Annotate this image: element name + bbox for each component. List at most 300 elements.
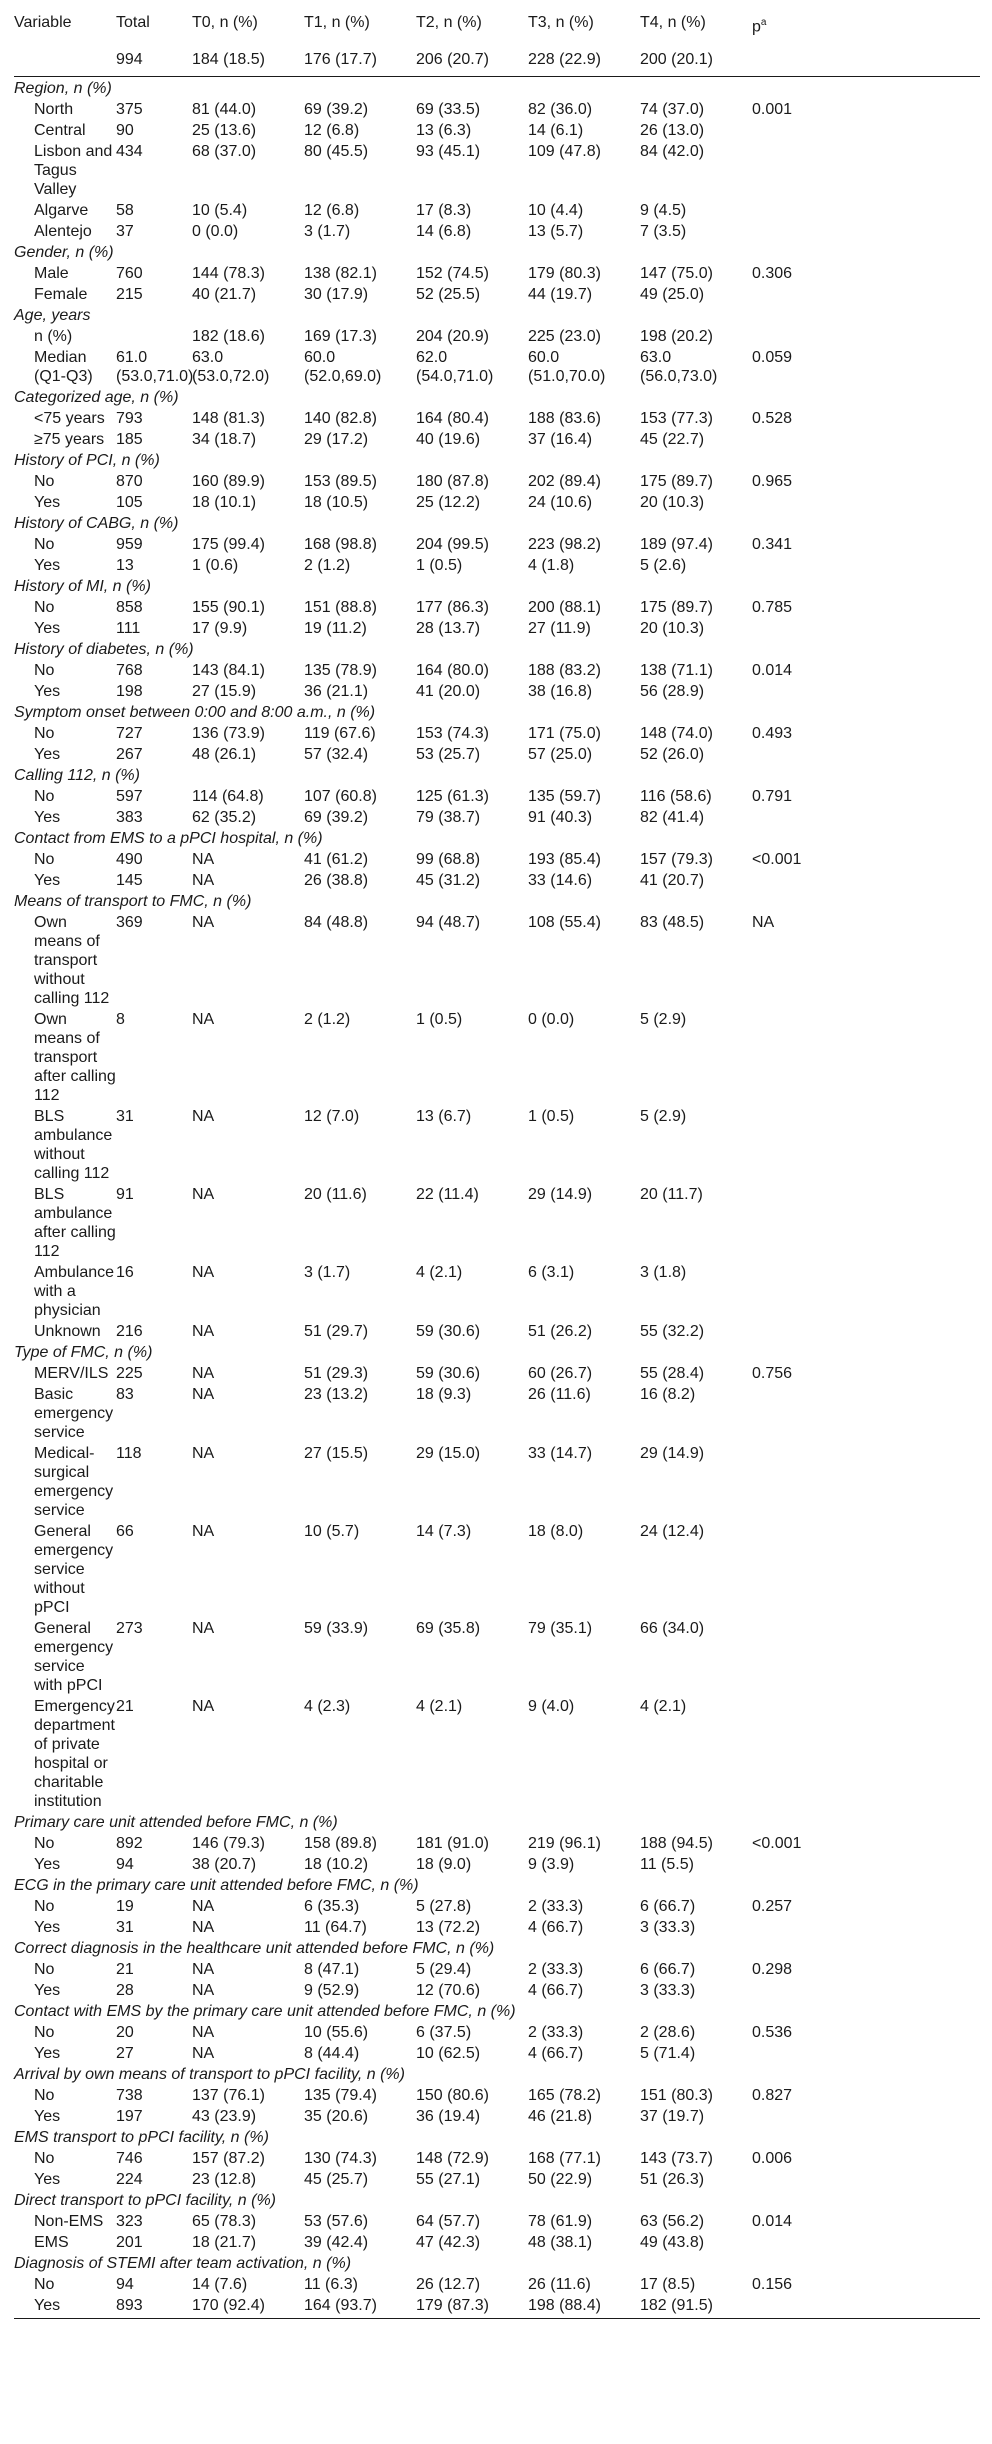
table-cell: 793 xyxy=(116,410,143,427)
table-cell: 5 (71.4) xyxy=(640,2045,696,2062)
section-title: History of CABG, n (%) xyxy=(14,515,179,532)
table-cell: NA xyxy=(192,1365,215,1382)
table-cell: 323 xyxy=(116,2213,143,2230)
table-cell: 53 (25.7) xyxy=(416,746,481,763)
table-cell: 36 (21.1) xyxy=(304,683,369,700)
col-header-p xyxy=(752,6,980,43)
row-label: Yes xyxy=(34,2045,61,2062)
table-cell: 12 (6.8) xyxy=(304,122,360,139)
table-cell: 83 (48.5) xyxy=(640,914,705,931)
table-cell xyxy=(752,2168,980,2189)
table-cell: 147 (75.0) xyxy=(640,265,713,282)
table-cell: 25 (12.2) xyxy=(416,494,481,511)
table-cell: NA xyxy=(192,2024,215,2041)
table-cell: 52 (26.0) xyxy=(640,746,705,763)
table-row xyxy=(14,1008,980,1105)
section-title: History of PCI, n (%) xyxy=(14,452,160,469)
table-cell: NA xyxy=(192,1620,215,1637)
table-cell: 31 xyxy=(116,1108,134,1125)
table-cell: 148 (72.9) xyxy=(416,2150,489,2167)
table-cell: 26 (11.6) xyxy=(528,2276,591,2293)
table-row xyxy=(14,283,980,304)
table-cell: 0.791 xyxy=(752,788,793,805)
table-cell xyxy=(752,119,980,140)
table-cell: 105 xyxy=(116,494,143,511)
table-cell: 109 (47.8) xyxy=(528,143,601,160)
table-cell xyxy=(752,491,980,512)
table-cell: 11 (5.5) xyxy=(640,1856,694,1873)
table-row xyxy=(14,1520,980,1617)
totals-row xyxy=(14,43,980,77)
table-cell: 135 (59.7) xyxy=(528,788,601,805)
row-label: BLS ambulance after calling 112 xyxy=(34,1186,116,1260)
table-cell xyxy=(116,325,192,346)
section-title: History of diabetes, n (%) xyxy=(14,641,194,658)
table-cell: 27 (15.9) xyxy=(192,683,257,700)
table-cell: 29 (15.0) xyxy=(416,1445,481,1462)
row-label: Own means of transport without calling 112 xyxy=(34,914,110,1007)
table-cell: 41 (61.2) xyxy=(304,851,369,868)
table-cell: NA xyxy=(192,1386,215,1403)
table-cell: 59 (30.6) xyxy=(416,1323,481,1340)
table-cell: 45 (22.7) xyxy=(640,431,705,448)
table-cell: 60.0 (51.0,70.0) xyxy=(528,349,606,385)
table-cell: 0.306 xyxy=(752,265,793,282)
table-cell: 40 (21.7) xyxy=(192,286,257,303)
table-cell: 47 (42.3) xyxy=(416,2234,481,2251)
table-cell: 8 (44.4) xyxy=(304,2045,360,2062)
table-cell: 223 (98.2) xyxy=(528,536,601,553)
table-cell: 69 (39.2) xyxy=(304,101,369,118)
section-header-row xyxy=(14,449,980,470)
row-label: MERV/ILS xyxy=(34,1365,109,1382)
table-cell: 125 (61.3) xyxy=(416,788,489,805)
table-cell: 81 (44.0) xyxy=(192,101,257,118)
table-cell: 727 xyxy=(116,725,143,742)
table-row xyxy=(14,1183,980,1261)
total-cell xyxy=(14,43,116,77)
table-cell: 29 (17.2) xyxy=(304,431,369,448)
table-row xyxy=(14,596,980,617)
table-cell: 197 xyxy=(116,2108,143,2125)
table-cell: 51 (29.3) xyxy=(304,1365,369,1382)
table-cell: 893 xyxy=(116,2294,192,2319)
table-body xyxy=(14,77,980,2319)
section-title: EMS transport to pPCI facility, n (%) xyxy=(14,2129,269,2146)
row-label: North xyxy=(34,101,74,118)
table-cell: 56 (28.9) xyxy=(640,683,705,700)
section-title: Age, years xyxy=(14,307,91,324)
section-title: ECG in the primary care unit attended before FMC, n (%) xyxy=(14,1877,419,1894)
table-cell: 64 (57.7) xyxy=(416,2213,481,2230)
table-cell: 14 (6.1) xyxy=(528,122,584,139)
table-cell: 0 (0.0) xyxy=(192,223,239,240)
table-cell: 79 (38.7) xyxy=(416,809,481,826)
table-cell: 2 (1.2) xyxy=(304,557,351,574)
table-cell: 175 (99.4) xyxy=(192,536,265,553)
table-cell xyxy=(752,1916,980,1937)
table-row xyxy=(14,2105,980,2126)
table-cell: 14 (7.3) xyxy=(416,1523,472,1540)
table-cell: 170 (92.4) xyxy=(192,2294,304,2319)
table-cell: 144 (78.3) xyxy=(192,265,265,282)
table-cell: 4 (66.7) xyxy=(528,2045,584,2062)
table-cell: 11 (6.3) xyxy=(304,2276,358,2293)
table-cell: 746 xyxy=(116,2150,143,2167)
col-header-total: Total xyxy=(116,14,150,31)
table-row xyxy=(14,1979,980,2000)
table-cell: NA xyxy=(192,872,215,889)
row-label: No xyxy=(34,2276,55,2293)
row-label: Yes xyxy=(34,746,61,763)
table-cell: 10 (5.7) xyxy=(304,1523,360,1540)
row-label: No xyxy=(34,725,55,742)
row-label: No xyxy=(34,2024,55,2041)
table-row xyxy=(14,98,980,119)
total-cell: 206 (20.7) xyxy=(416,43,528,77)
section-title: Calling 112, n (%) xyxy=(14,767,140,784)
table-cell: 45 (31.2) xyxy=(416,872,481,889)
table-cell: 768 xyxy=(116,662,143,679)
table-cell: 219 (96.1) xyxy=(528,1835,601,1852)
table-cell: 57 (25.0) xyxy=(528,746,593,763)
table-cell: 0.006 xyxy=(752,2150,793,2167)
table-cell: 51 (29.7) xyxy=(304,1323,369,1340)
row-label: Lisbon and Tagus Valley xyxy=(34,143,113,198)
table-cell: 29 (14.9) xyxy=(528,1186,593,1203)
row-label: Alentejo xyxy=(34,223,92,240)
row-label: No xyxy=(34,2087,55,2104)
table-cell xyxy=(752,1617,980,1695)
table-row xyxy=(14,199,980,220)
table-cell: NA xyxy=(192,1982,215,1999)
table-cell: 3 (1.7) xyxy=(304,223,351,240)
table-cell: 26 (13.0) xyxy=(640,122,705,139)
table-cell: 11 (64.7) xyxy=(304,1919,367,1936)
row-label: General emergency service with pPCI xyxy=(34,1620,114,1694)
table-cell: 267 xyxy=(116,746,143,763)
table-row xyxy=(14,2147,980,2168)
table-cell: 14 (7.6) xyxy=(192,2276,248,2293)
section-title: Region, n (%) xyxy=(14,80,112,97)
table-cell: 34 (18.7) xyxy=(192,431,257,448)
total-cell: 200 (20.1) xyxy=(640,43,752,77)
table-row xyxy=(14,140,980,199)
table-cell: 959 xyxy=(116,536,143,553)
table-cell: 13 (6.7) xyxy=(416,1108,472,1125)
section-header-row xyxy=(14,764,980,785)
table-cell: 138 (82.1) xyxy=(304,265,377,282)
table-cell xyxy=(752,2231,980,2252)
table-cell: 35 (20.6) xyxy=(304,2108,369,2125)
table-cell: 93 (45.1) xyxy=(416,143,481,160)
row-label: Yes xyxy=(34,683,61,700)
table-cell: 69 (39.2) xyxy=(304,809,369,826)
table-row xyxy=(14,869,980,890)
table-cell: 45 (25.7) xyxy=(304,2171,369,2188)
table-row xyxy=(14,722,980,743)
table-cell: 179 (87.3) xyxy=(416,2294,528,2319)
table-cell: 216 xyxy=(116,1323,143,1340)
table-cell: 3 (1.8) xyxy=(640,1264,687,1281)
table-cell: 22 (11.4) xyxy=(416,1186,479,1203)
row-label: n (%) xyxy=(34,328,73,345)
table-cell: 150 (80.6) xyxy=(416,2087,489,2104)
table-cell: 157 (79.3) xyxy=(640,851,713,868)
table-cell: 6 (3.1) xyxy=(528,1264,575,1281)
table-cell: 94 (48.7) xyxy=(416,914,481,931)
section-title: Direct transport to pPCI facility, n (%) xyxy=(14,2192,276,2209)
table-row xyxy=(14,325,980,346)
section-header-row xyxy=(14,1811,980,1832)
table-cell: 490 xyxy=(116,851,143,868)
table-cell: 23 (12.8) xyxy=(192,2171,257,2188)
table-cell: 119 (67.6) xyxy=(304,725,376,742)
table-cell: 4 (2.3) xyxy=(304,1698,351,1715)
table-cell: 215 xyxy=(116,286,143,303)
table-cell xyxy=(752,199,980,220)
table-cell: 26 (38.8) xyxy=(304,872,369,889)
table-cell: NA xyxy=(192,1698,215,1715)
table-cell: 1 (0.5) xyxy=(416,557,463,574)
section-title: Diagnosis of STEMI after team activation, n (%) xyxy=(14,2255,352,2272)
table-cell: 69 (33.5) xyxy=(416,101,481,118)
table-cell: 19 xyxy=(116,1898,134,1915)
table-cell: 107 (60.8) xyxy=(304,788,377,805)
table-cell: 148 (81.3) xyxy=(192,410,265,427)
table-cell: 41 (20.7) xyxy=(640,872,705,889)
table-cell xyxy=(752,617,980,638)
row-label: No xyxy=(34,473,55,490)
table-cell: 188 (83.2) xyxy=(528,662,601,679)
table-cell xyxy=(752,1442,980,1520)
section-title: Arrival by own means of transport to pPCI facility, n (%) xyxy=(14,2066,405,2083)
table-cell: 13 (5.7) xyxy=(528,223,584,240)
table-cell: 169 (17.3) xyxy=(304,328,377,345)
table-cell: 57 (32.4) xyxy=(304,746,369,763)
table-cell: 3 (33.3) xyxy=(640,1982,696,1999)
row-label: No xyxy=(34,851,55,868)
table-cell: 111 xyxy=(116,620,141,637)
characteristics-table xyxy=(14,6,980,2319)
row-label: Yes xyxy=(34,494,61,511)
row-label: EMS xyxy=(34,2234,69,2251)
table-cell: 59 (30.6) xyxy=(416,1365,481,1382)
table-cell: 58 xyxy=(116,202,134,219)
table-cell: 18 (10.5) xyxy=(304,494,369,511)
table-cell: 145 xyxy=(116,872,143,889)
table-cell xyxy=(752,869,980,890)
table-cell: NA xyxy=(192,1523,215,1540)
header-row xyxy=(14,6,980,43)
table-cell: 18 (9.3) xyxy=(416,1386,472,1403)
table-cell: 760 xyxy=(116,265,143,282)
section-header-row xyxy=(14,2000,980,2021)
table-cell: 0.257 xyxy=(752,1898,793,1915)
table-cell: 27 xyxy=(116,2045,134,2062)
table-cell: 62 (35.2) xyxy=(192,809,257,826)
table-row xyxy=(14,680,980,701)
table-cell: 12 (7.0) xyxy=(304,1108,360,1125)
table-cell xyxy=(752,283,980,304)
section-title: Symptom onset between 0:00 and 8:00 a.m., n (%) xyxy=(14,704,376,721)
row-label: Unknown xyxy=(34,1323,101,1340)
table-cell: 63.0 (53.0,72.0) xyxy=(192,349,270,385)
table-cell: 27 (11.9) xyxy=(528,620,591,637)
table-cell: 49 (43.8) xyxy=(640,2234,705,2251)
table-cell: 49 (25.0) xyxy=(640,286,705,303)
table-cell: 153 (74.3) xyxy=(416,725,489,742)
table-cell: 20 xyxy=(116,2024,134,2041)
table-cell: 18 (8.0) xyxy=(528,1523,584,1540)
table-cell: 146 (79.3) xyxy=(192,1835,265,1852)
table-row xyxy=(14,262,980,283)
table-cell: 18 (10.1) xyxy=(192,494,257,511)
table-cell: 65 (78.3) xyxy=(192,2213,257,2230)
table-cell xyxy=(752,2294,980,2319)
row-label: Yes xyxy=(34,2108,61,2125)
p-superscript: a xyxy=(760,17,767,28)
table-cell: 200 (88.1) xyxy=(528,599,601,616)
table-cell: 1 (0.6) xyxy=(192,557,239,574)
row-label: Non-EMS xyxy=(34,2213,104,2230)
table-cell: 38 (20.7) xyxy=(192,1856,257,1873)
table-cell: 225 xyxy=(116,1365,143,1382)
row-label: Basic emergency service xyxy=(34,1386,114,1441)
table-cell: 892 xyxy=(116,1835,143,1852)
table-cell: 2 (33.3) xyxy=(528,2024,584,2041)
table-row xyxy=(14,1853,980,1874)
table-cell: NA xyxy=(192,1323,215,1340)
table-cell: NA xyxy=(192,851,215,868)
table-cell: 130 (74.3) xyxy=(304,2150,377,2167)
table-row xyxy=(14,428,980,449)
section-header-row xyxy=(14,827,980,848)
table-cell: 204 (99.5) xyxy=(416,536,489,553)
table-cell: 26 (12.7) xyxy=(416,2276,481,2293)
table-cell: 55 (32.2) xyxy=(640,1323,705,1340)
table-cell: 40 (19.6) xyxy=(416,431,481,448)
table-cell: 375 xyxy=(116,101,143,118)
table-cell xyxy=(752,428,980,449)
table-cell: 5 (29.4) xyxy=(416,1961,472,1978)
table-cell: NA xyxy=(192,1919,215,1936)
table-cell: 13 (6.3) xyxy=(416,122,472,139)
table-cell: 66 (34.0) xyxy=(640,1620,705,1637)
table-cell: 369 xyxy=(116,914,143,931)
table-cell: 198 (88.4) xyxy=(528,2294,640,2319)
table-cell: NA xyxy=(192,1264,215,1281)
table-cell: 55 (27.1) xyxy=(416,2171,481,2188)
table-cell: 153 (89.5) xyxy=(304,473,377,490)
table-cell: 0.785 xyxy=(752,599,793,616)
section-header-row xyxy=(14,2063,980,2084)
table-cell: 80 (45.5) xyxy=(304,143,369,160)
table-cell: 151 (88.8) xyxy=(304,599,377,616)
table-cell: 68 (37.0) xyxy=(192,143,257,160)
table-cell: 0.528 xyxy=(752,410,793,427)
table-cell: 10 (62.5) xyxy=(416,2045,481,2062)
table-cell: 157 (87.2) xyxy=(192,2150,265,2167)
table-cell: 41 (20.0) xyxy=(416,683,481,700)
table-row xyxy=(14,2273,980,2294)
table-cell: 63 (56.2) xyxy=(640,2213,705,2230)
table-cell: 10 (55.6) xyxy=(304,2024,369,2041)
table-cell: 20 (11.7) xyxy=(640,1186,703,1203)
table-cell: 17 (9.9) xyxy=(192,620,248,637)
table-cell: 3 (33.3) xyxy=(640,1919,696,1936)
table-cell: 7 (3.5) xyxy=(640,223,687,240)
section-title: Correct diagnosis in the healthcare unit attended before FMC, n (%) xyxy=(14,1940,495,1957)
table-cell: 434 xyxy=(116,143,143,160)
table-cell: 13 (72.2) xyxy=(416,1919,481,1936)
table-cell xyxy=(752,1008,980,1105)
table-row xyxy=(14,2042,980,2063)
table-cell: 79 (35.1) xyxy=(528,1620,593,1637)
table-cell: 9 (3.9) xyxy=(528,1856,575,1873)
table-cell: 84 (48.8) xyxy=(304,914,369,931)
table-cell: 2 (28.6) xyxy=(640,2024,696,2041)
table-cell: 39 (42.4) xyxy=(304,2234,369,2251)
table-cell: 4 (66.7) xyxy=(528,1919,584,1936)
table-cell: 20 (11.6) xyxy=(304,1186,367,1203)
table-cell: 151 (80.3) xyxy=(640,2087,713,2104)
row-label: General emergency service without pPCI xyxy=(34,1523,114,1616)
table-cell: 0.827 xyxy=(752,2087,793,2104)
table-cell: NA xyxy=(192,1445,215,1462)
table-cell: 738 xyxy=(116,2087,143,2104)
table-cell: NA xyxy=(752,914,775,931)
table-cell xyxy=(752,325,980,346)
table-cell: 0.059 xyxy=(752,349,793,366)
table-cell: 82 (41.4) xyxy=(640,809,705,826)
row-label: Own means of transport after calling 112 xyxy=(34,1011,116,1104)
section-title: Categorized age, n (%) xyxy=(14,389,179,406)
table-row xyxy=(14,220,980,241)
table-cell: 37 (19.7) xyxy=(640,2108,705,2125)
table-cell: 0.014 xyxy=(752,2213,793,2230)
col-header-p-label: p xyxy=(752,18,761,36)
row-label: No xyxy=(34,536,55,553)
table-cell: NA xyxy=(192,1961,215,1978)
section-header-row xyxy=(14,638,980,659)
table-cell: 19 (11.2) xyxy=(304,620,367,637)
table-cell: 5 (2.9) xyxy=(640,1011,687,1028)
table-cell: 143 (73.7) xyxy=(640,2150,713,2167)
table-cell: 10 (5.4) xyxy=(192,202,248,219)
table-cell: 82 (36.0) xyxy=(528,101,593,118)
row-label: Yes xyxy=(34,1982,61,1999)
table-cell: 4 (66.7) xyxy=(528,1982,584,1999)
table-cell: 90 xyxy=(116,122,134,139)
table-cell: 1 (0.5) xyxy=(416,1011,463,1028)
section-title: Primary care unit attended before FMC, n (%) xyxy=(14,1814,338,1831)
table-cell: 60 (26.7) xyxy=(528,1365,593,1382)
row-label: No xyxy=(34,662,55,679)
table-cell: 37 xyxy=(116,223,134,240)
table-cell: 0.536 xyxy=(752,2024,793,2041)
section-title: Gender, n (%) xyxy=(14,244,114,261)
table-cell: 168 (77.1) xyxy=(528,2150,601,2167)
row-label: No xyxy=(34,1898,55,1915)
table-cell: 78 (61.9) xyxy=(528,2213,593,2230)
section-title: Contact from EMS to a pPCI hospital, n (%) xyxy=(14,830,323,847)
table-cell: 20 (10.3) xyxy=(640,494,705,511)
table-cell: 148 (74.0) xyxy=(640,725,713,742)
table-cell xyxy=(752,1261,980,1320)
row-label: Yes xyxy=(34,872,61,889)
table-row xyxy=(14,1320,980,1341)
